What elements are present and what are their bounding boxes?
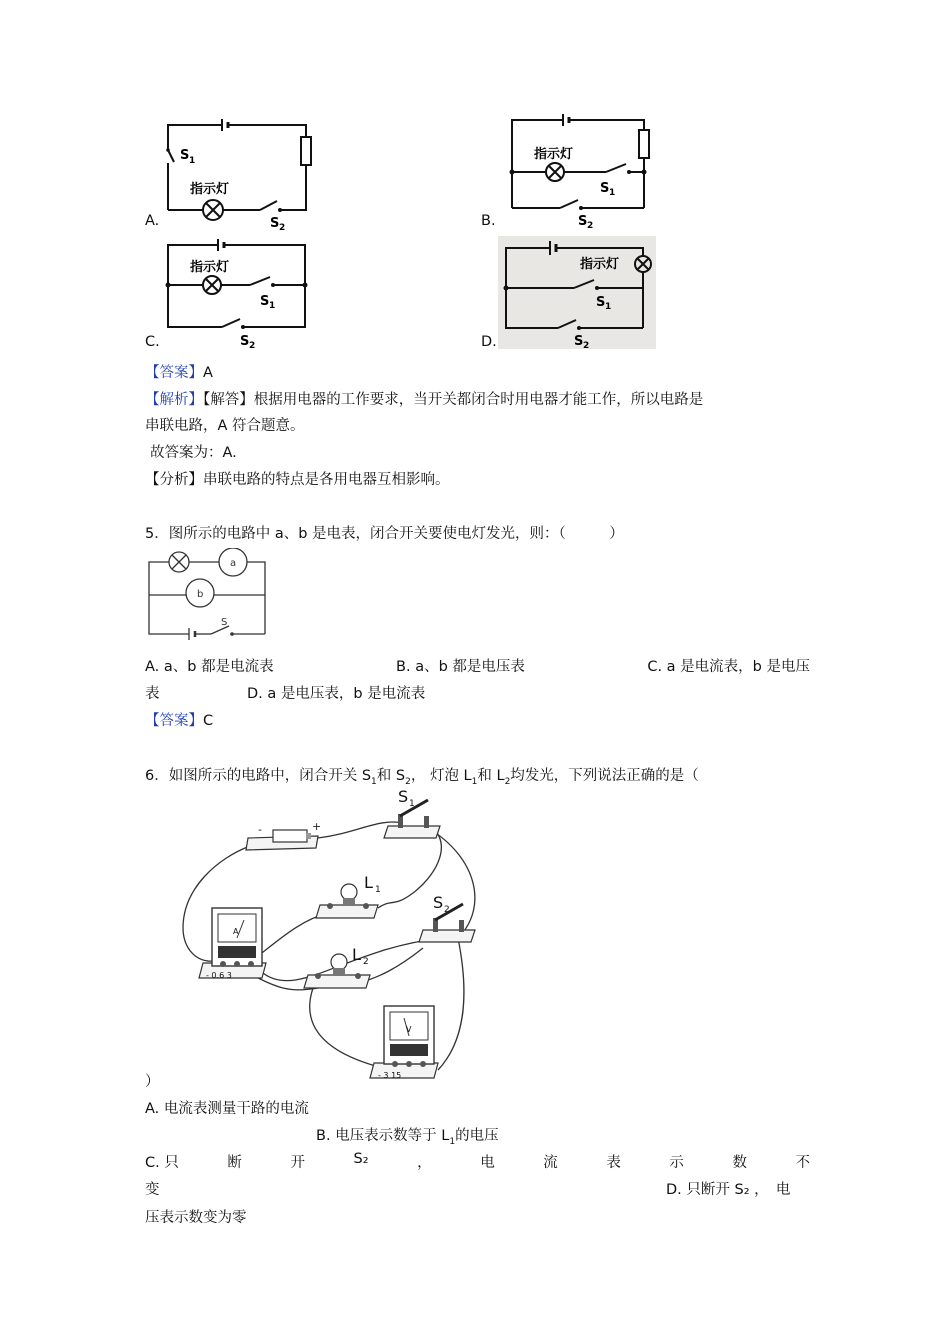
- q6-option-c-part: 电: [480, 1155, 495, 1171]
- q6-stem-sub: 2: [504, 776, 511, 787]
- q6-stem-sub: 1: [471, 776, 478, 787]
- figure-d-circuit: [498, 236, 656, 349]
- voltmeter-scale: - 3 15: [378, 1071, 402, 1080]
- figure-b-lamp-label: 指示灯: [534, 147, 574, 162]
- ammeter-scale: - 0.6 3: [206, 971, 232, 980]
- figure-b-s1-label: S: [600, 181, 610, 196]
- q6-stem-part: 6．如图所示的电路中，闭合开关 S: [145, 768, 372, 784]
- figure-a-s1-label: S: [180, 148, 190, 163]
- lamp-l1-sub: 1: [375, 885, 381, 895]
- q5-option-a[interactable]: A. a、b 都是电流表: [145, 659, 274, 675]
- q6-option-c-part: C. 只: [145, 1155, 179, 1171]
- figure-d-s2-label: S: [574, 334, 584, 349]
- q4-answer: [145, 361, 213, 382]
- switch-s2-label: S: [433, 893, 444, 912]
- figure-c-circuit: [160, 235, 310, 350]
- q6-option-b[interactable]: [316, 1124, 499, 1147]
- option-b-letter: B.: [481, 213, 496, 229]
- q6-paren-close: ）: [145, 1074, 160, 1090]
- lamp-l1-label: L: [364, 873, 373, 892]
- q6-option-c-part: 数: [732, 1155, 747, 1171]
- q6-option-c-part: ，: [417, 1155, 432, 1171]
- q5-stem: 5．图所示的电路中 a、b 是电表，闭合开关要使电灯发光，则：（ ）: [145, 526, 624, 542]
- q6-option-c-part: S₂: [353, 1151, 369, 1167]
- ammeter-label: A: [233, 927, 239, 936]
- q6-option-c[interactable]: [145, 1151, 810, 1172]
- figure-d-s2-sub: 2: [583, 341, 590, 349]
- q6-option-c-part: 示: [669, 1155, 684, 1171]
- q6-option-d[interactable]: D. 只断开 S₂ ， 电: [666, 1182, 791, 1198]
- figure-b-s1-sub: 1: [609, 188, 616, 198]
- q5-option-c-cont: 表: [145, 686, 160, 702]
- q6-option-b-sub: 1: [449, 1136, 456, 1147]
- figure-c-lamp-label: 指示灯: [190, 260, 230, 275]
- figure-c-s1-label: S: [260, 294, 270, 309]
- lamp-l2-sub: 2: [363, 957, 369, 967]
- q6-option-c-end: 变: [145, 1182, 160, 1198]
- lamp-l2-label: L: [352, 945, 361, 964]
- answer-tag: 【答案】: [145, 365, 203, 381]
- q6-circuit-figure: [178, 788, 488, 1080]
- q5-option-b[interactable]: B. a、b 都是电压表: [396, 659, 525, 675]
- switch-s2-sub: 2: [444, 905, 450, 915]
- figure-a-s2-label: S: [270, 216, 280, 230]
- figure-a-circuit: [160, 115, 320, 230]
- q6-option-c-part: 断: [227, 1155, 242, 1171]
- q6-option-c-part: 开: [290, 1155, 305, 1171]
- meter-a-label: a: [230, 558, 237, 569]
- q5-option-d[interactable]: D. a 是电压表，b 是电流表: [247, 686, 426, 702]
- battery-plus-label: +: [312, 820, 322, 833]
- answer-tag: 【答案】: [145, 713, 203, 729]
- figure-c-s2-sub: 2: [249, 341, 256, 350]
- q6-stem-part: 和 S: [376, 768, 406, 784]
- q6-option-c-part: 表: [606, 1155, 621, 1171]
- q5-option-c[interactable]: C. a 是电流表，b 是电压: [647, 659, 810, 675]
- q6-option-d-cont: 压表示数变为零: [145, 1210, 247, 1226]
- analysis-tag: 【解析】: [145, 392, 203, 408]
- q4-analysis-line1: [145, 388, 703, 409]
- figure-b-s2-label: S: [578, 214, 588, 229]
- figure-a-lamp-label: 指示灯: [190, 182, 230, 197]
- q6-option-c-part: 流: [543, 1155, 558, 1171]
- q6-stem-sub: 2: [405, 776, 411, 787]
- q6-stem-part: 均发光，下列说法正确的是（: [510, 768, 699, 784]
- option-d-letter: D.: [481, 334, 497, 350]
- analysis-text-1: 【解答】根据用电器的工作要求，当开关都闭合时用电器才能工作，所以电路是: [203, 392, 704, 408]
- voltmeter-label: V: [406, 1025, 412, 1034]
- q4-analysis-line2: 串联电路，A 符合题意。: [145, 418, 305, 434]
- q6-option-a[interactable]: A. 电流表测量干路的电流: [145, 1101, 309, 1117]
- switch-s1-label: S: [398, 788, 409, 806]
- q6-stem: [145, 764, 699, 787]
- figure-c-s2-label: S: [240, 334, 250, 349]
- figure-d-s1-label: S: [596, 295, 606, 310]
- q5-circuit-figure: [145, 548, 270, 640]
- q5-options-row1: [145, 655, 810, 676]
- figure-d-lamp-label: 指示灯: [580, 257, 620, 272]
- q6-stem-sub: 1: [371, 776, 377, 787]
- switch-s1-sub: 1: [409, 799, 415, 809]
- q4-fenxi: 【分析】串联电路的特点是各用电器互相影响。: [145, 472, 450, 488]
- answer-value: A: [203, 365, 213, 381]
- figure-c-s1-sub: 1: [269, 301, 276, 311]
- q6-option-b-part: B. 电压表示数等于 L: [316, 1128, 450, 1144]
- figure-a-s2-sub: 2: [279, 223, 286, 230]
- option-c-letter: C.: [145, 334, 160, 350]
- q4-conclusion: 故答案为：A.: [150, 445, 237, 461]
- q6-stem-part: ， 灯泡 L: [410, 768, 472, 784]
- battery-minus-label: -: [258, 823, 262, 836]
- meter-b-label: b: [197, 589, 204, 600]
- figure-d-s1-sub: 1: [605, 302, 612, 312]
- figure-b-circuit: [508, 112, 658, 230]
- switch-s-label: S: [221, 617, 228, 628]
- figure-b-s2-sub: 2: [587, 221, 594, 230]
- option-a-letter: A.: [145, 213, 160, 229]
- answer-value: C: [203, 713, 214, 729]
- q6-option-b-part: 的电压: [455, 1128, 499, 1144]
- q6-stem-part: 和 L: [477, 768, 505, 784]
- figure-a-s1-sub: 1: [189, 156, 196, 166]
- q5-answer: [145, 709, 213, 730]
- q6-option-c-part: 不: [795, 1155, 810, 1171]
